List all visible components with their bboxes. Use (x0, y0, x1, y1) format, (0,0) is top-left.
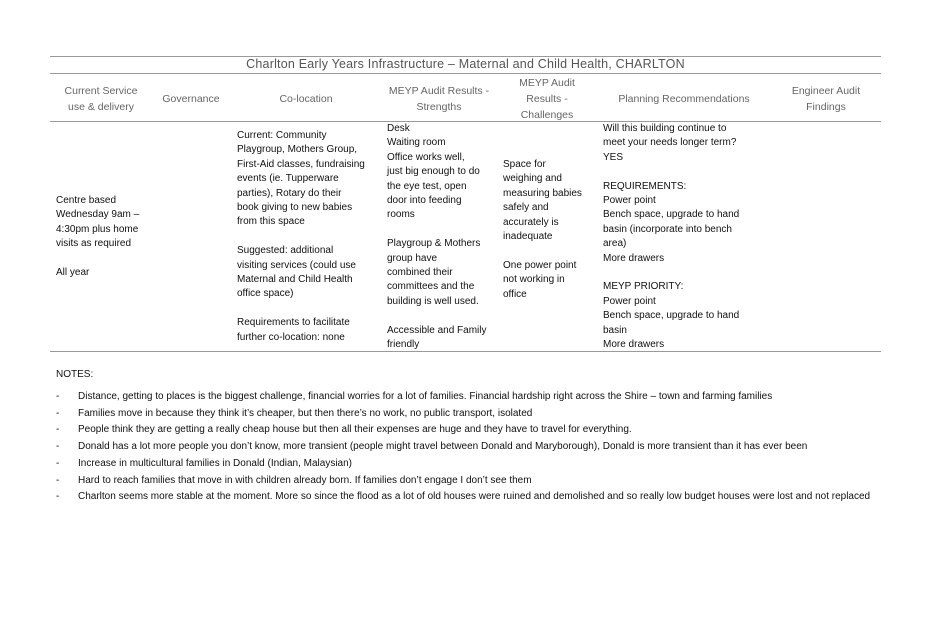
cell-planning: Will this building continue to meet your needs longer term? YES REQUIREMENTS: Power point Bench space, upgrade to hand basin (incorporate into bench area) More drawers MEYP PRIORITY: Power point Bench space, upgrade to hand basin More drawers (603, 123, 740, 351)
list-item (56, 457, 880, 471)
cell-colocation: Current: Community Playgroup, Mothers Group, First-Aid classes, fundraising events (ie. Tupperware parties), Rotary do their book giving to new babies from this space Suggested: additional visiting services (could use Maternal and Child Health office space) Requirements to facilitate further co-location: none (237, 130, 365, 343)
note-text: Charlton seems more stable at the moment. More so since the flood as a lot of old houses were ruined and demolished and so really low budget houses were lost and not replaced (78, 491, 871, 503)
header-strengths: MEYP Audit Results - Strengths (388, 85, 490, 113)
cell-strengths: Desk Waiting room Office works well, just big enough to do the eye test, open door into feeding rooms Playgroup & Mothers group have combined their committees and the building is well used. Accessible and Family friendly (387, 123, 487, 351)
header-colocation: Co-location (279, 93, 333, 105)
note-text: Hard to reach families that move in with children already born. If families don’t engage I don’t see them (78, 474, 532, 486)
bullet-dash: - (56, 491, 60, 503)
cell-challenges: Space for weighing and measuring babies safely and accurately is inadequate One power point not working in office (503, 159, 582, 300)
table-title: Charlton Early Years Infrastructure – Maternal and Child Health, CHARLTON (246, 57, 685, 71)
bullet-dash: - (56, 457, 60, 469)
bullet-dash: - (56, 391, 60, 402)
cell-service: Centre based Wednesday 9am – 4:30pm plus home visits as required All year (56, 195, 140, 279)
header-challenges: MEYP Audit Results - Challenges (519, 77, 575, 121)
header-service: Current Service use & delivery (64, 85, 138, 113)
note-text: Donald has a lot more people you don’t know, more transient (people might travel between Donald and Maryborough), Donald is more transient than it has ever been (78, 441, 808, 453)
bullet-dash: - (56, 407, 60, 419)
list-item (56, 407, 880, 421)
header-governance: Governance (162, 93, 220, 105)
notes-heading: NOTES: (56, 369, 94, 380)
list-item (56, 440, 880, 454)
note-text: People think they are getting a really cheap house but then all their expenses are huge and they have to travel for everything. (78, 424, 632, 436)
title-bottom-rule (50, 73, 881, 74)
notes-list (56, 390, 880, 507)
note-text: Families move in because they think it’s cheaper, but then there’s no work, no public transport, isolated (78, 407, 533, 419)
note-text: Distance, getting to places is the biggest challenge, financial worries for a lot of families. Financial hardship right across the Shire – town and farming families (78, 391, 773, 402)
list-item (56, 474, 880, 488)
bullet-dash: - (56, 474, 60, 486)
list-item (56, 423, 880, 437)
list-item (56, 490, 880, 504)
list-item (56, 390, 880, 404)
header-planning: Planning Recommendations (618, 93, 750, 105)
bullet-dash: - (56, 441, 60, 453)
header-engineer: Engineer Audit Findings (791, 85, 861, 113)
bullet-dash: - (56, 424, 60, 436)
note-text: Increase in multicultural families in Donald (Indian, Malaysian) (78, 457, 353, 469)
